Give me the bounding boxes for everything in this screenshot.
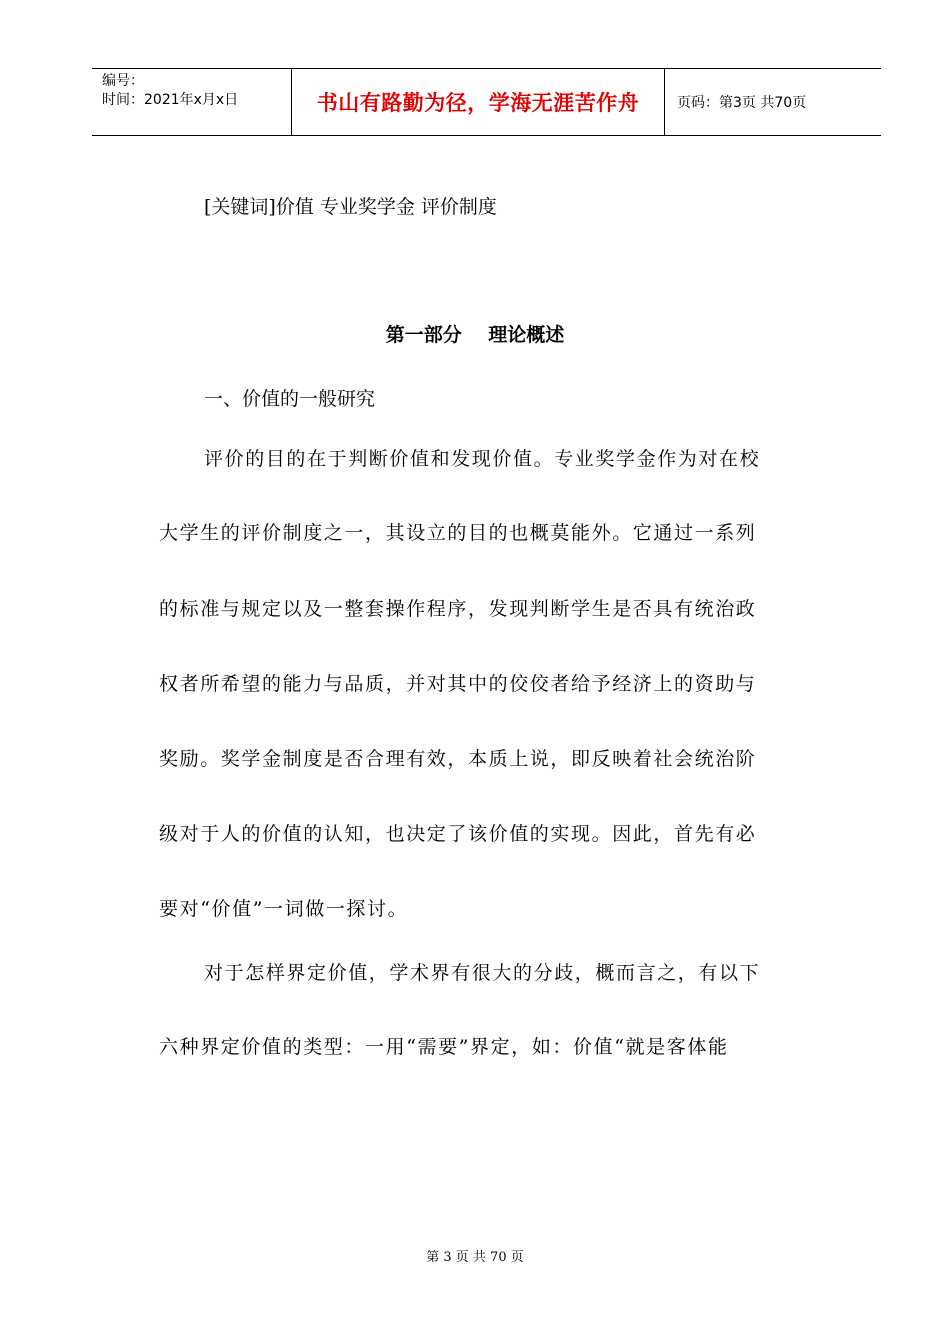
- body-line-3: 的标准与规定以及一整套操作程序，发现判断学生是否具有统治政: [159, 598, 757, 620]
- body-line-7: 要对“价值”一词做一探讨。: [159, 898, 409, 920]
- header-motto-cell: [292, 69, 665, 135]
- header-page-cell: [665, 69, 881, 135]
- body-line-1: 评价的目的在于判断价值和发现价值。专业奖学金作为对在校: [204, 448, 761, 470]
- document-number-label: 编号：: [102, 73, 144, 89]
- document-time-label: 时间：2021年x月x日: [102, 92, 239, 108]
- body-line-9: 六种界定价值的类型：一用“需要”界定，如：价值“就是客体能: [159, 1036, 729, 1058]
- header-table: [92, 68, 881, 136]
- part-title: 第一部分 理论概述: [385, 324, 565, 346]
- page-footer: 第 3 页 共 70 页: [426, 1250, 524, 1265]
- header-page-info: 页码：第3页 共70页: [677, 95, 807, 111]
- body-line-4: 权者所希望的能力与品质，并对其中的佼佼者给予经济上的资助与: [159, 673, 757, 695]
- body-line-5: 奖励。奖学金制度是否合理有效，本质上说，即反映着社会统治阶: [159, 748, 757, 770]
- body-line-8: 对于怎样界定价值，学术界有很大的分歧，概而言之，有以下: [204, 962, 761, 984]
- body-line-2: 大学生的评价制度之一，其设立的目的也概莫能外。它通过一系列: [159, 522, 757, 544]
- header-motto: 书山有路勤为径，学海无涯苦作舟: [316, 91, 640, 115]
- keywords-line: [关键词]价值 专业奖学金 评价制度: [204, 196, 497, 218]
- body-line-6: 级对于人的价值的认知，也决定了该价值的实现。因此，首先有必: [159, 823, 757, 845]
- header-meta-cell: [92, 69, 292, 135]
- section-heading: 一、价值的一般研究: [204, 388, 376, 410]
